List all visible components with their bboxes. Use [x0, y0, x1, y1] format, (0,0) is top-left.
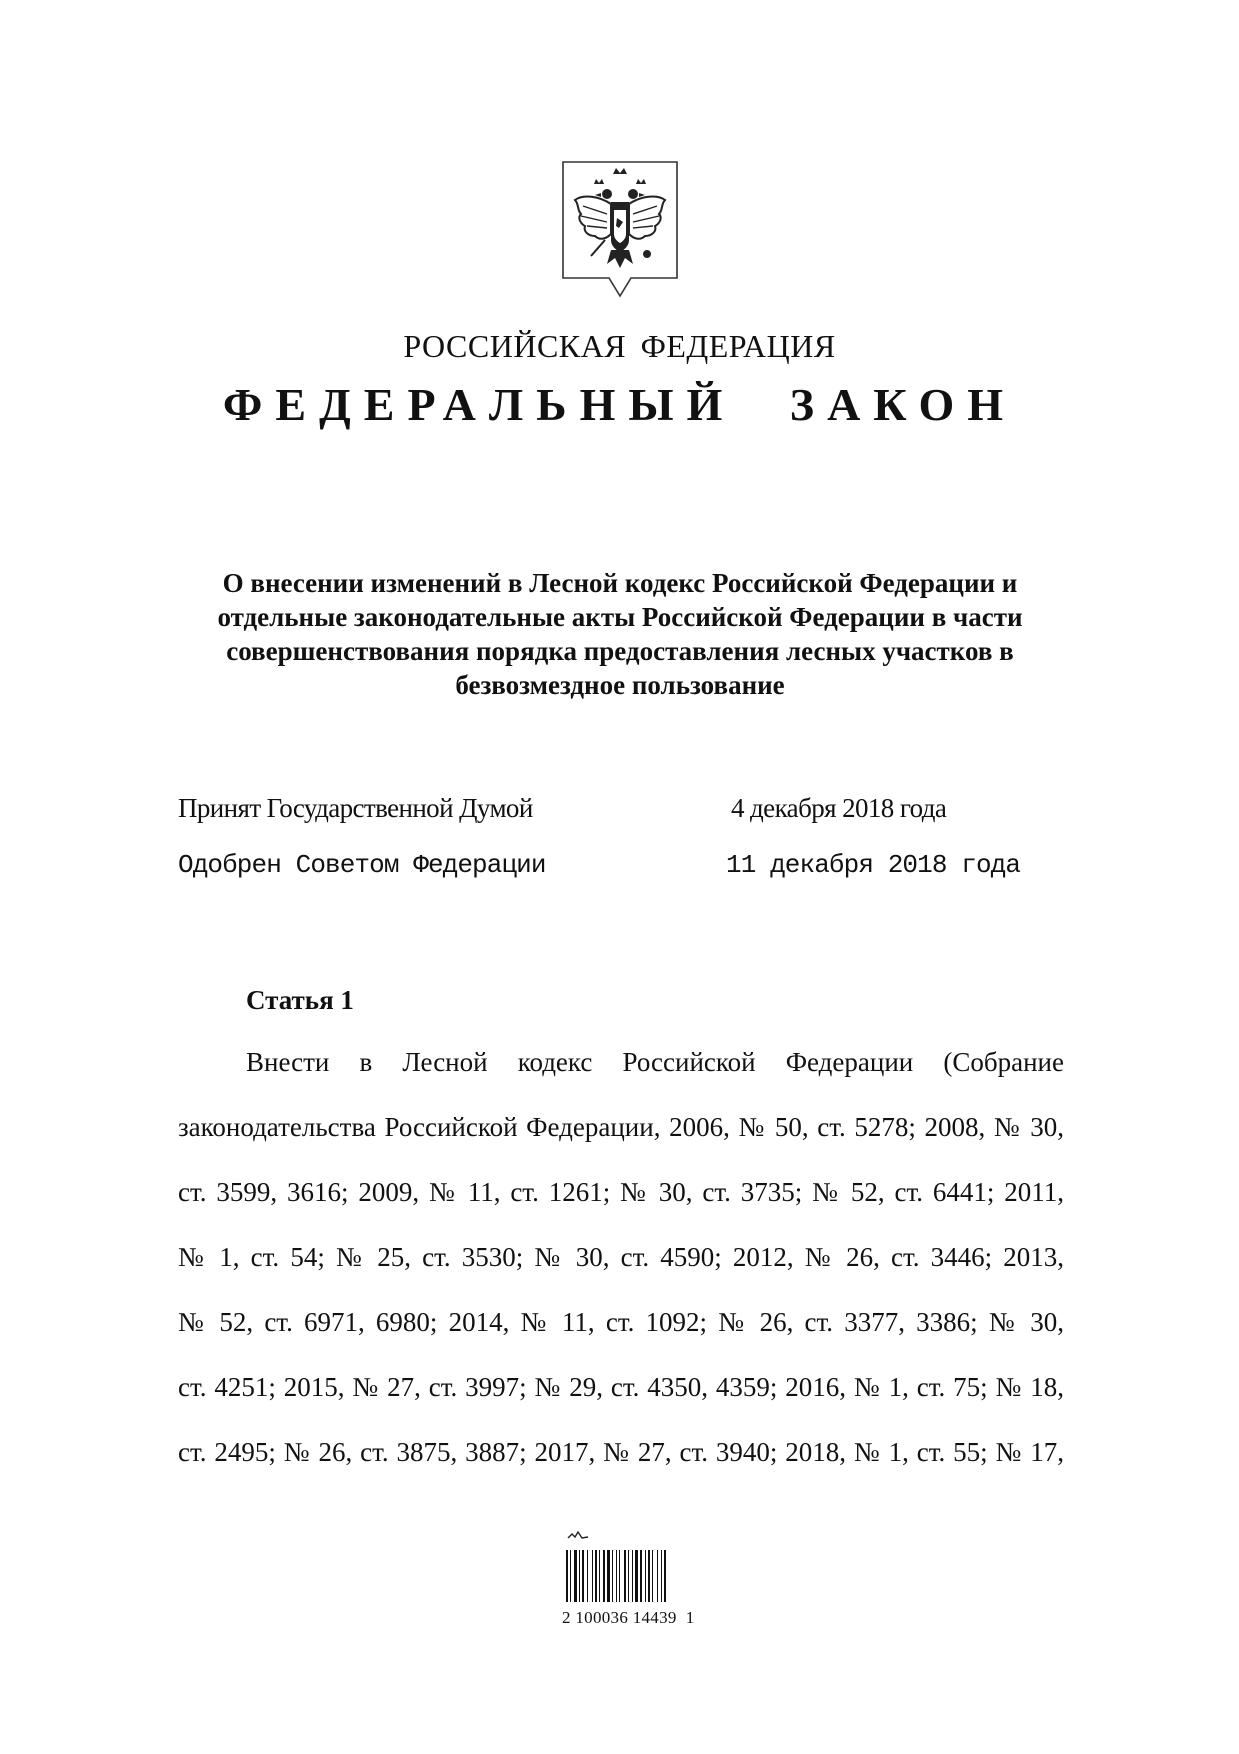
- country-name: РОССИЙСКАЯ ФЕДЕРАЦИЯ: [403, 328, 836, 364]
- federation-label: Одобрен Советом Федерации: [178, 850, 546, 880]
- law-title-line: безвозмездное пользование: [455, 670, 785, 700]
- coat-of-arms-icon: [561, 160, 679, 300]
- article-body-line: Внести в Лесной кодекс Российской Федерации (Собрание: [246, 1047, 1064, 1077]
- barcode-number: 2 100036 14439 1: [562, 1608, 695, 1627]
- duma-label: Принят Государственной Думой: [178, 793, 533, 823]
- duma-date: 4 декабря 2018 года: [731, 793, 947, 823]
- article-body-line: ст. 2495; № 26, ст. 3875, 3887; 2017, № 27, ст. 3940; 2018, № 1, ст. 55; № 17,: [178, 1437, 1064, 1467]
- article-body-line: ст. 3599, 3616; 2009, № 11, ст. 1261; № 30, ст. 3735; № 52, ст. 6441; 2011,: [178, 1177, 1064, 1207]
- law-title-line: О внесении изменений в Лесной кодекс Российской Федерации и: [222, 568, 1018, 598]
- document-type: ФЕДЕРАЛЬНЫЙ ЗАКОН: [222, 379, 1017, 430]
- federation-date: 11 декабря 2018 года: [726, 850, 1021, 880]
- article-body-line: № 52, ст. 6971, 6980; 2014, № 11, ст. 1092; № 26, ст. 3377, 3386; № 30,: [178, 1307, 1064, 1337]
- article-body-line: ст. 4251; 2015, № 27, ст. 3997; № 29, ст. 4350, 4359; 2016, № 1, ст. 75; № 18,: [178, 1372, 1064, 1402]
- article-body-line: № 1, ст. 54; № 25, ст. 3530; № 30, ст. 4590; 2012, № 26, ст. 3446; 2013,: [178, 1242, 1064, 1272]
- law-title-line: отдельные законодательные акты Российской Федерации в части: [217, 602, 1023, 632]
- barcode-icon: [562, 1528, 712, 1608]
- article-heading: Статья 1: [246, 985, 354, 1015]
- article-body: [178, 1045, 1064, 1500]
- adoption-federation-row: [178, 850, 1078, 890]
- adoption-duma-row: [178, 793, 1078, 833]
- article-body-line: законодательства Российской Федерации, 2006, № 50, ст. 5278; 2008, № 30,: [178, 1112, 1064, 1142]
- law-title-line: совершенствования порядка предоставления лесных участков в: [226, 636, 1014, 666]
- law-title: [160, 566, 1080, 702]
